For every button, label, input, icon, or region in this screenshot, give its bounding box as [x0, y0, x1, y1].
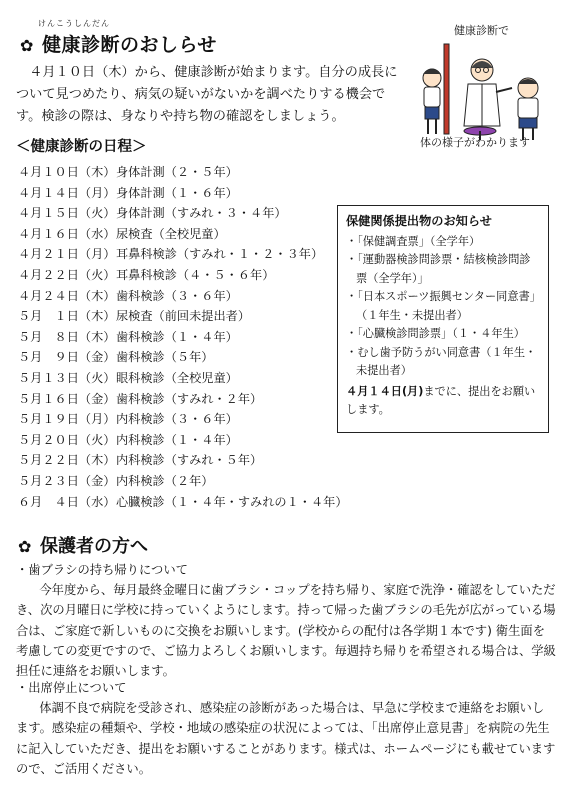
schedule-desc: 耳鼻科検診（４・５・６年）	[116, 267, 275, 282]
suspension-section	[16, 678, 556, 779]
schedule-date: ５月 ９日（金）	[18, 350, 116, 365]
schedule-item	[18, 431, 348, 452]
notice-item: ・「運動器検診問診票・結核検診問診票（全学年）」	[346, 253, 531, 285]
deadline-text: までに、提出をお願いします。	[346, 384, 536, 416]
notice-list	[346, 233, 540, 381]
schedule-item	[18, 410, 348, 431]
notice-item: ・「保健調査票」（全学年）	[346, 234, 481, 248]
notice-title: 保健関係提出物のお知らせ	[346, 214, 492, 228]
schedule-desc: 身体計測（１・６年）	[116, 185, 238, 200]
schedule-desc: 内科検診（１・４年）	[116, 432, 238, 447]
schedule-item	[18, 328, 348, 349]
doctor-checkup-illustration	[410, 36, 555, 146]
schedule-item	[18, 451, 348, 472]
title-ruby: けんこうしんだん	[38, 19, 110, 28]
schedule-desc: 心臓検診（１・４年・すみれの１・４年）	[116, 494, 348, 509]
flower-icon: ✿	[18, 537, 32, 556]
schedule-date: ６月 ４日（水）	[18, 494, 116, 509]
schedule-desc: 尿検査（前回未提出者）	[116, 309, 251, 324]
schedule-date: ４月１５日（火）	[18, 206, 116, 221]
schedule-date: ５月１９日（月）	[18, 412, 116, 427]
schedule-item	[18, 390, 348, 411]
schedule-desc: 歯科検診（１・４年）	[116, 329, 238, 344]
schedule-list	[18, 163, 348, 513]
notice-deadline	[346, 383, 540, 420]
toothbrush-section	[16, 560, 556, 681]
notice-item: ・むし歯予防うがい同意書（１年生・未提出者）	[346, 345, 537, 377]
page-title	[20, 30, 217, 57]
schedule-date: ５月２２日（木）	[18, 453, 116, 468]
intro-paragraph: ４月１０日（木）から、健康診断が始まります。自分の成長について見つめたり、病気の疑いがないかを調べたりする機会です。検診の際は、身なりや持ち物の確認をしましょう。	[16, 65, 398, 124]
schedule-date: ４月１４日（月）	[18, 185, 116, 200]
schedule-date: ５月１３日（火）	[18, 370, 116, 385]
schedule-desc: 歯科検診（３・６年）	[116, 288, 238, 303]
schedule-desc: 耳鼻科検診（すみれ・１・２・３年）	[116, 247, 324, 262]
schedule-date: ５月 ８日（木）	[18, 329, 116, 344]
schedule-item	[18, 225, 348, 246]
suspension-heading: ・出席停止について	[16, 681, 127, 695]
guardians-title	[18, 532, 148, 558]
flower-icon: ✿	[20, 36, 34, 55]
schedule-date: ４月２４日（木）	[18, 288, 116, 303]
notice-item: ・「心臓検診問診票」（１・４年生）	[346, 327, 525, 340]
toothbrush-paragraph: 今年度から、毎月最終金曜日に歯ブラシ・コップを持ち帰り、家庭で洗浄・確認をしていただき、次の月曜日に学校に持っていくようにします。持って帰った歯ブラシの毛先が広がっている場合は、ご家庭で新しいものに交換をお願いします。(学校からの配付は各学期１本です) 衛生面を考慮しての変更ですので、ご協力よろしくお願いします。毎週持ち帰りを希望される場合は、学級担任に連絡をお願いします。	[16, 583, 556, 679]
intro-text	[16, 62, 406, 128]
schedule-item	[18, 266, 348, 287]
suspension-paragraph: 体調不良で病院を受診され、感染症の診断があった場合は、早急に学校まで連絡をお願いします。感染症の種類や、学校・地域の感染症の状況によっては、「出席停止意見書」を病院の先生に記入していただき、提出をお願いすることがあります。様式は、ホームページにも載せていますので、ご活用ください。	[16, 701, 556, 776]
schedule-item	[18, 348, 348, 369]
schedule-date: ４月１０日（木）	[18, 165, 116, 179]
checkup-illustration	[410, 14, 555, 154]
schedule-desc: 身体計測（２・５年）	[116, 165, 238, 179]
schedule-item	[18, 204, 348, 225]
schedule-title: ＜健康診断の日程＞	[16, 139, 147, 155]
schedule-item	[18, 287, 348, 308]
page-title-text: 健康診断のおしらせ	[42, 34, 217, 56]
schedule-date: ５月２３日（金）	[18, 473, 116, 488]
schedule-date: ４月２２日（火）	[18, 267, 116, 282]
schedule-desc: 身体計測（すみれ・３・４年）	[116, 206, 287, 221]
schedule-desc: 内科検診（２年）	[116, 473, 214, 488]
schedule-desc: 歯科検診（５年）	[116, 350, 214, 365]
illustration-caption-top: 健康診断で	[454, 24, 509, 37]
schedule-desc: 尿検査（全校児童）	[116, 226, 226, 241]
schedule-item	[18, 472, 348, 493]
schedule-item	[18, 245, 348, 266]
schedule-item	[18, 493, 348, 514]
toothbrush-heading: ・歯ブラシの持ち帰りについて	[16, 563, 188, 577]
schedule-date: ５月 １日（木）	[18, 309, 116, 324]
schedule-item	[18, 184, 348, 205]
schedule-date: ４月１６日（水）	[18, 226, 116, 241]
schedule-desc: 内科検診（３・６年）	[116, 412, 238, 427]
notice-item: ・「日本スポーツ振興センター同意書」（１年生・未提出者）	[346, 290, 536, 322]
submission-notice-box	[337, 205, 549, 433]
schedule-desc: 内科検診（すみれ・５年）	[116, 453, 263, 468]
schedule-desc: 歯科検診（すみれ・２年）	[116, 391, 263, 406]
illustration-caption-bottom: 体の様子がわかります	[420, 136, 530, 149]
schedule-desc: 眼科検診（全校児童）	[116, 370, 238, 385]
guardians-title-text: 保護者の方へ	[40, 536, 148, 557]
schedule-date: ５月１６日（金）	[18, 391, 116, 406]
schedule-date: ５月２０日（火）	[18, 432, 116, 447]
deadline-date: ４月１４日(月)	[346, 384, 424, 398]
schedule-date: ４月２１日（月）	[18, 247, 116, 262]
schedule-item	[18, 307, 348, 328]
schedule-item	[18, 163, 348, 184]
schedule-item	[18, 369, 348, 390]
